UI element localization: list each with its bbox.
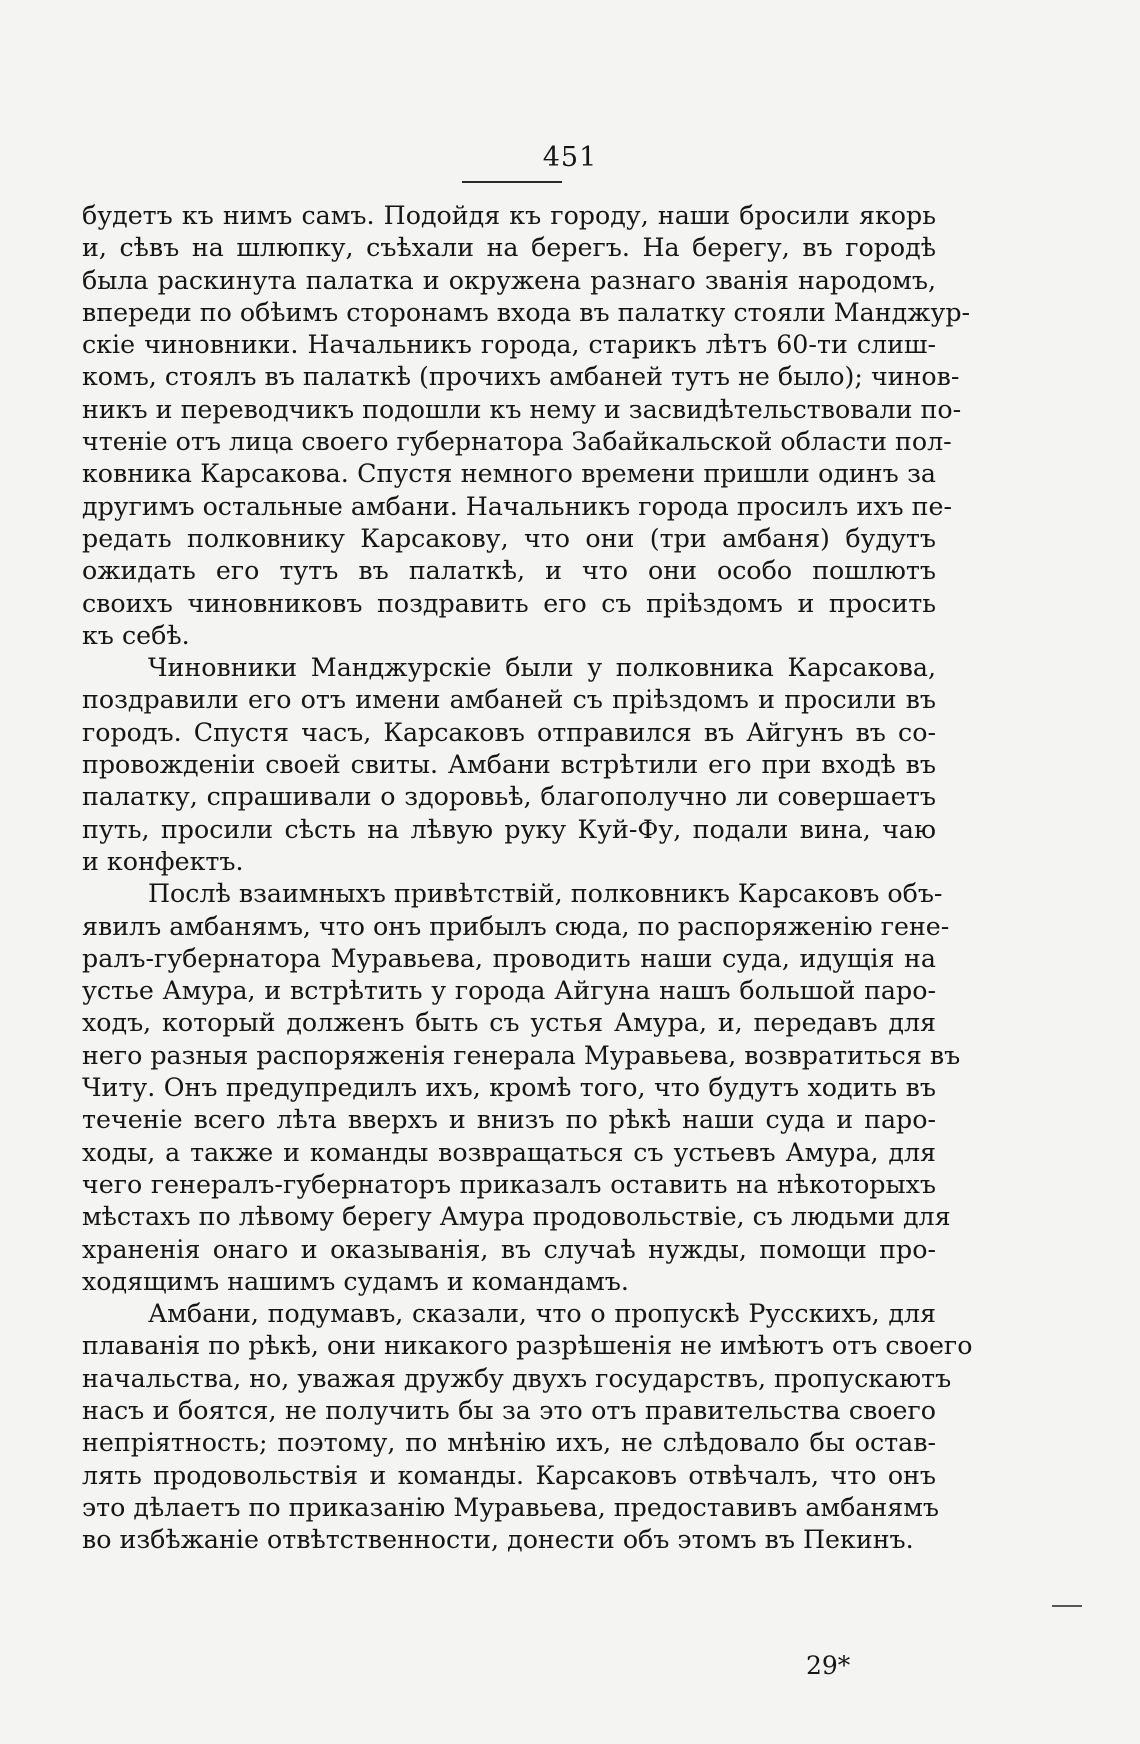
text-line: ковника Карсакова. Спустя немного времени пришли одинъ за bbox=[82, 459, 936, 489]
text-line: комъ, стоялъ въ палаткѣ (прочихъ амбаней тутъ не было); чинов- bbox=[82, 362, 960, 392]
page-number: 451 bbox=[542, 142, 598, 173]
text-line: начальства, но, уважая дружбу двухъ государствъ, пропускаютъ bbox=[82, 1363, 952, 1393]
text-line: теченіе всего лѣта вверхъ и внизъ по рѣкѣ наши суда и паро- bbox=[82, 1105, 936, 1135]
text-line: ходъ, который долженъ быть съ устья Амура, и, передавъ для bbox=[82, 1008, 936, 1038]
signature-mark: 29* bbox=[806, 1651, 851, 1680]
text-line: него разныя распоряженія генерала Муравьева, возвратиться въ bbox=[82, 1040, 961, 1070]
text-line: устье Амура, и встрѣтить у города Айгуна нашъ большой паро- bbox=[82, 976, 936, 1006]
text-line: редать полковнику Карсакову, что они (три амбаня) будутъ bbox=[82, 523, 936, 553]
text-line: и, сѣвъ на шлюпку, съѣхали на берегъ. На берегу, въ городѣ bbox=[82, 233, 936, 263]
text-line: Послѣ взаимныхъ привѣтствій, полковникъ Карсаковъ объ- bbox=[148, 879, 943, 909]
text-line: плаванія по рѣкѣ, они никакого разрѣшенія не имѣютъ отъ своего bbox=[82, 1331, 973, 1361]
text-line: была раскинута палатка и окружена разнаго званія народомъ, bbox=[82, 265, 936, 295]
text-line: другимъ остальные амбани. Начальникъ города просилъ ихъ пе- bbox=[82, 491, 953, 521]
text-line: лять продовольствія и команды. Карсаковъ отвѣчалъ, что онъ bbox=[82, 1460, 936, 1490]
text-line: ожидать его тутъ въ палаткѣ, и что они особо пошлютъ bbox=[82, 556, 936, 586]
text-line: путь, просили сѣсть на лѣвую руку Куй-Фу, подали вина, чаю bbox=[82, 814, 936, 844]
text-line: Чиновники Манджурскіе были у полковника Карсакова, bbox=[148, 653, 936, 683]
scan-edge-mark bbox=[1052, 1605, 1082, 1607]
text-line: скіе чиновники. Начальникъ города, старикъ лѣтъ 60-ти слиш- bbox=[82, 330, 936, 360]
text-line: и конфектъ. bbox=[82, 846, 244, 876]
text-line: никъ и переводчикъ подошли къ нему и засвидѣтельствовали по- bbox=[82, 394, 962, 424]
text-line: чтеніе отъ лица своего губернатора Забайкальской области пол- bbox=[82, 427, 952, 457]
text-line: чего генералъ-губернаторъ приказалъ оставить на нѣкоторыхъ bbox=[82, 1169, 936, 1199]
text-line: поздравили его отъ имени амбаней съ пріѣздомъ и просили въ bbox=[82, 685, 936, 715]
text-line: храненія онаго и оказыванія, въ случаѣ нужды, помощи про- bbox=[82, 1234, 936, 1264]
text-line: будетъ къ нимъ самъ. Подойдя къ городу, наши бросили якорь bbox=[82, 201, 936, 230]
text-line: къ себѣ. bbox=[82, 620, 190, 650]
text-line: ходящимъ нашимъ судамъ и командамъ. bbox=[82, 1266, 629, 1296]
text-line: это дѣлаетъ по приказанію Муравьева, предоставивъ амбанямъ bbox=[82, 1492, 940, 1522]
text-line: городъ. Спустя часъ, Карсаковъ отправился въ Айгунъ въ со- bbox=[82, 717, 936, 747]
body-text bbox=[82, 200, 973, 1556]
text-line: во избѣжаніе отвѣтственности, донести объ этомъ въ Пекинъ. bbox=[82, 1525, 914, 1555]
paragraph bbox=[82, 652, 936, 878]
text-line: палатку, спрашивали о здоровьѣ, благополучно ли совершаетъ bbox=[82, 782, 936, 812]
text-line: непріятность; поэтому, по мнѣнію ихъ, не слѣдовало бы остав- bbox=[82, 1428, 936, 1458]
paragraph bbox=[82, 200, 971, 652]
text-line: насъ и боятся, не получить бы за это отъ правительства своего bbox=[82, 1395, 936, 1425]
text-line: ралъ-губернатора Муравьева, проводить наши суда, идущія на bbox=[82, 943, 936, 973]
text-line: ходы, а также и команды возвращаться съ устьевъ Амура, для bbox=[82, 1137, 936, 1167]
text-line: своихъ чиновниковъ поздравить его съ пріѣздомъ и просить bbox=[82, 588, 936, 618]
text-line: мѣстахъ по лѣвому берегу Амура продовольствіе, съ людьми для bbox=[82, 1202, 951, 1232]
page-number-rule bbox=[462, 181, 562, 183]
paragraph bbox=[82, 878, 961, 1298]
text-line: явилъ амбанямъ, что онъ прибылъ сюда, по распоряженію гене- bbox=[82, 911, 950, 941]
text-line: впереди по обѣимъ сторонамъ входа въ палатку стояли Манджур- bbox=[82, 297, 971, 327]
paragraph bbox=[82, 1298, 973, 1556]
text-line: Амбани, подумавъ, сказали, что о пропускѣ Русскихъ, для bbox=[148, 1299, 936, 1329]
text-line: Читу. Онъ предупредилъ ихъ, кромѣ того, что будутъ ходить въ bbox=[82, 1073, 936, 1103]
text-line: провожденіи своей свиты. Амбани встрѣтили его при входѣ въ bbox=[82, 750, 936, 780]
